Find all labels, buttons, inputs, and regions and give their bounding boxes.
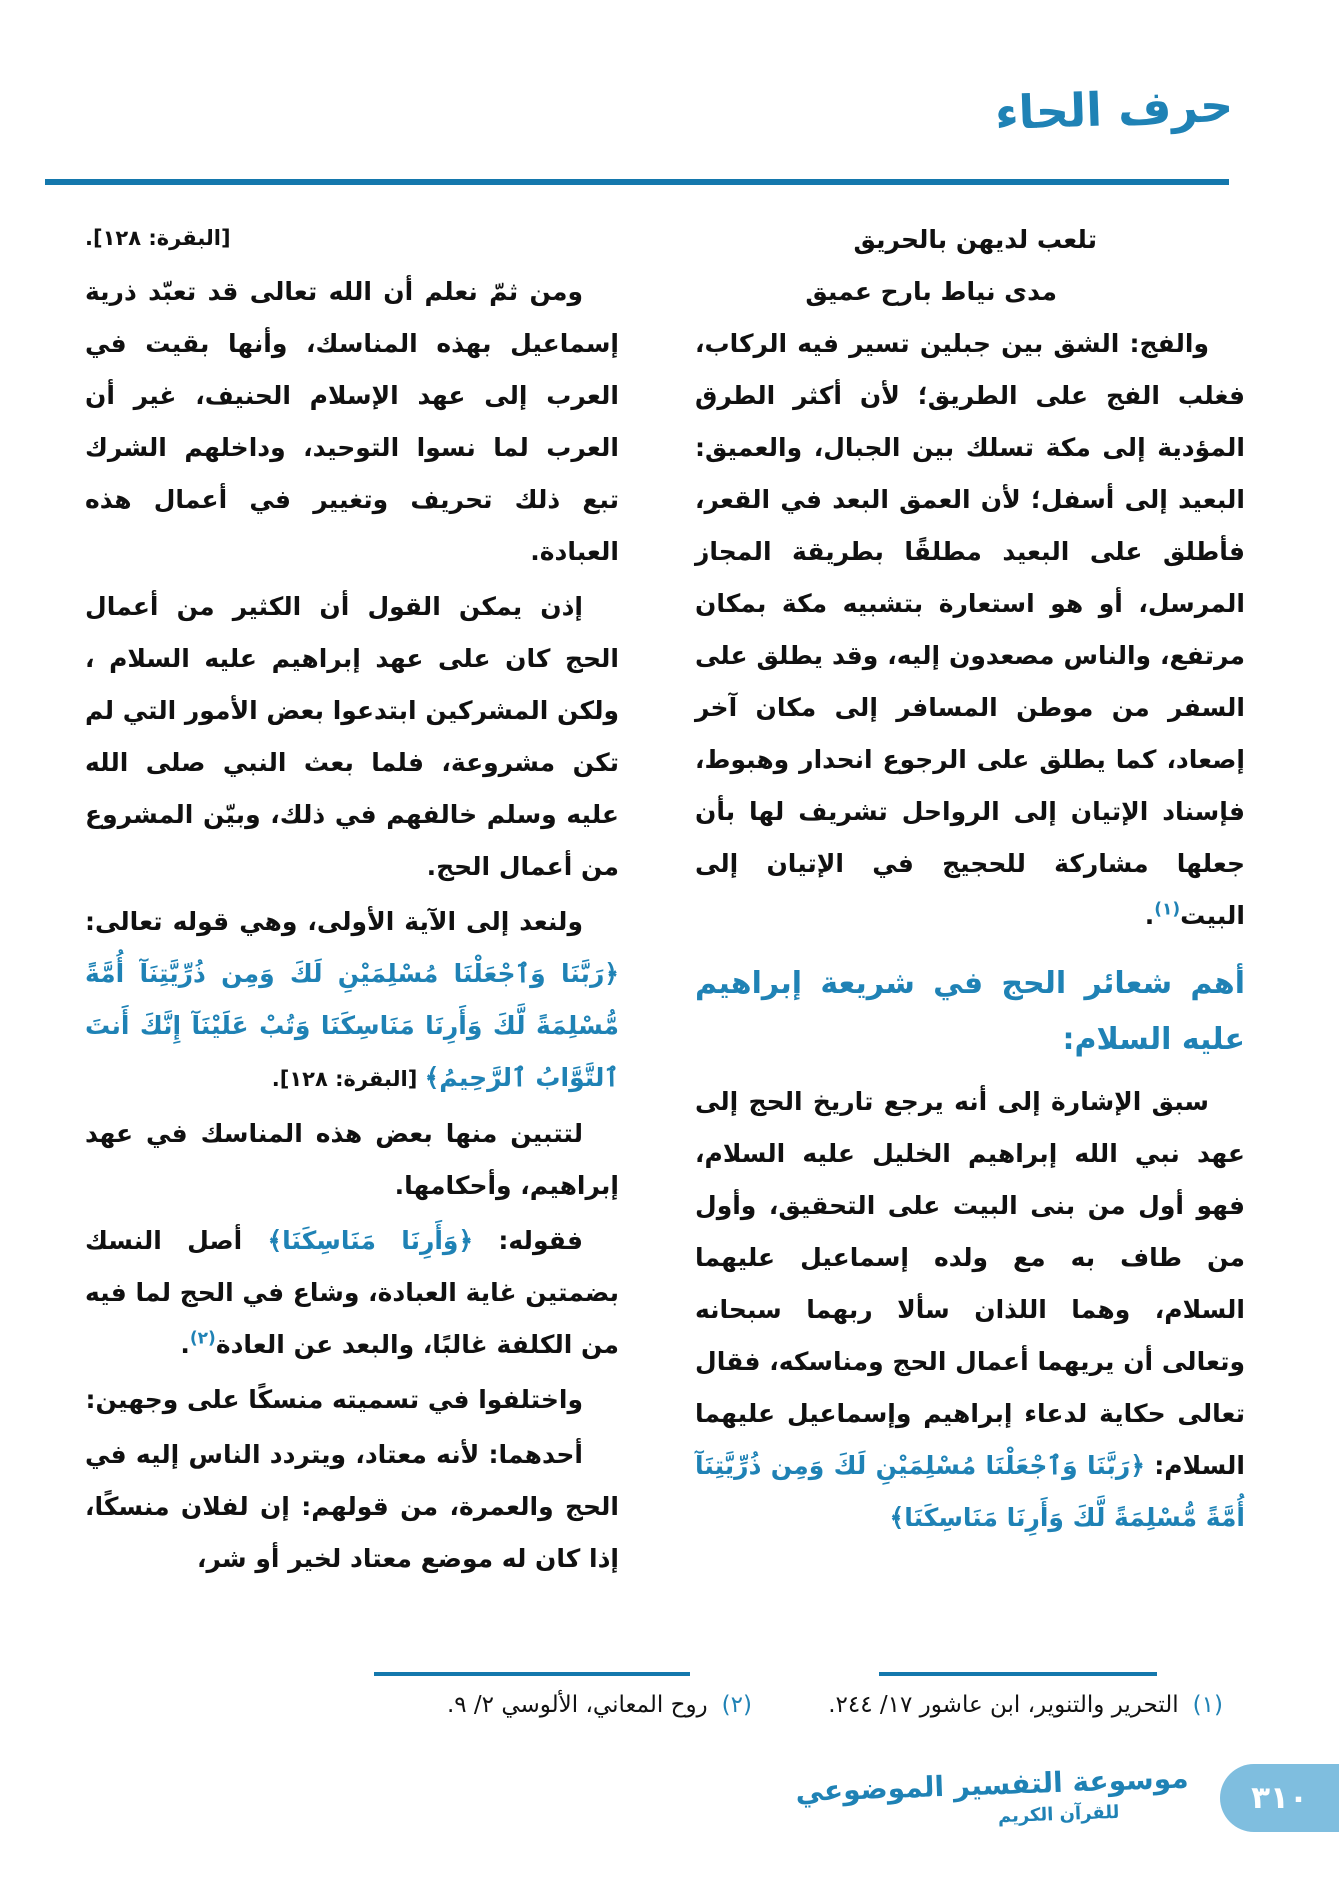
body-text: مدى نياط بارح عميق (805, 277, 1057, 306)
body-text: فقوله: (473, 1226, 583, 1255)
heading-line (695, 956, 1245, 1068)
body-text: واختلفوا في تسميته منسكًا على وجهين: (85, 1385, 583, 1414)
footnote-ref-marker: (١) (1154, 899, 1181, 920)
column-left (85, 214, 619, 1670)
para-line (85, 1108, 619, 1212)
para-line (695, 1076, 1245, 1544)
body-text: والفج: الشق بين جبلين تسير فيه الركاب، فغلب الفج على الطريق؛ لأن أكثر الطرق المؤدية إلى مكة تسلك بين الجبال، والعميق: البعيد إلى أسفل؛ لأن العمق البعد في القعر، فأطلق على البعيد مطلقًا بطريقة المجاز المرسل، أو هو استعارة بتشبيه مكة بمكان مرتفع، والناس مصعدون إليه، وقد يطلق على السفر من موطن المسافر إلى مكان آخر إصعاد، كما يطلق على الرجوع انحدار وهبوط، فإسناد الإتيان إلى الرواحل تشريف لها بأن جعلها مشاركة للحجيج في الإتيان إلى البيت (695, 329, 1245, 930)
body-text: أحدهما: لأنه معتاد، ويتردد الناس إليه في الحج والعمرة، من قولهم: إن لفلان منسكًا، إذا كان له موضع معتاد لخير أو شر، (85, 1440, 619, 1573)
para-line (85, 896, 619, 1105)
para-line (85, 266, 619, 578)
chapter-title-calligraphy: حرف الحاء (993, 77, 1234, 141)
footnote-separator (879, 1672, 1157, 1676)
header-rule (45, 179, 1229, 185)
para-line (85, 1215, 619, 1371)
footnote-text (753, 1688, 1223, 1722)
poetry-line (695, 266, 1245, 318)
body-text: أصل النسك بضمتين غاية العبادة، وشاع في الحج لما فيه من الكلفة غالبًا، والبعد عن العادة (85, 1226, 619, 1359)
footnote-marker: (١) (1192, 1692, 1223, 1718)
footnote-ref-marker: (٢) (189, 1328, 216, 1349)
para-line (85, 1374, 619, 1426)
logo-title: موسوعة التفسير الموضوعي (794, 1761, 1190, 1809)
footnote-separator (374, 1672, 690, 1676)
footnote-text (152, 1688, 752, 1722)
logo-subtitle: للقرآن الكريم (997, 1801, 1120, 1828)
footnote-marker: (٢) (721, 1692, 752, 1718)
quran-verse: ﴿وَأَرِنَا مَنَاسِكَنَا﴾ (267, 1226, 474, 1255)
body-text: سبق الإشارة إلى أنه يرجع تاريخ الحج إلى عهد نبي الله إبراهيم الخليل عليه السلام، فهو أول من بنى البيت على التحقيق، وأول من طاف به مع ولده إسماعيل عليهما السلام، وهما اللذان سألا ربهما سبحانه وتعالى أن يريهما أعمال الحج ومناسكه، فقال تعالى حكاية لدعاء إبراهيم وإسماعيل عليهما السلام: (695, 1087, 1245, 1480)
surah-citation: [البقرة: ١٢٨]. (85, 226, 231, 250)
body-text: . (1144, 901, 1155, 930)
footnote-right (753, 1672, 1223, 1722)
footnote-source: التحرير والتنوير، ابن عاشور ١٧/ ٢٤٤. (828, 1692, 1179, 1718)
refline-line (85, 214, 619, 262)
body-text: تلعب لديهن بالحريق (853, 225, 1097, 254)
body-text: ومن ثمّ نعلم أن الله تعالى قد تعبّد ذرية إسماعيل بهذه المناسك، وأنها بقيت في العرب إلى عهد الإسلام الحنيف، غير أن العرب لما نسوا التوحيد، وداخلهم الشرك تبع ذلك تحريف وتغيير في أعمال هذه العبادة. (85, 277, 619, 566)
body-text: أهم شعائر الحج في شريعة إبراهيم عليه السلام: (695, 966, 1245, 1057)
body-text: . (180, 1330, 190, 1359)
publisher-logo-calligraphy (794, 1759, 1190, 1832)
para-line (85, 581, 619, 893)
poetry-line (695, 214, 1245, 266)
column-right (695, 214, 1245, 1670)
quran-verse: ﴿رَبَّنَا وَٱجْعَلْنَا مُسْلِمَيْنِ لَكَ وَمِن ذُرِّيَّتِنَآ أُمَّةً مُّسْلِمَةً لَّكَ وَأَرِنَا مَنَاسِكَنَا﴾ (695, 1451, 1245, 1532)
page-number: ٣١٠ (1251, 1780, 1308, 1816)
body-text: إذن يمكن القول أن الكثير من أعمال الحج كان على عهد إبراهيم عليه السلام ، ولكن المشركين ابتدعوا بعض الأمور التي لم تكن مشروعة، فلما بعث النبي صلى الله عليه وسلم خالفهم في ذلك، وبيّن المشروع من أعمال الحج. (85, 592, 619, 881)
body-text: لتتبين منها بعض هذه المناسك في عهد إبراهيم، وأحكامها. (85, 1119, 619, 1200)
footnote-left (152, 1672, 752, 1722)
page-number-badge (1220, 1764, 1339, 1832)
text-columns (85, 214, 1245, 1670)
surah-citation: [البقرة: ١٢٨]. (271, 1067, 425, 1091)
quran-verse: ﴿رَبَّنَا وَٱجْعَلْنَا مُسْلِمَيْنِ لَكَ وَمِن ذُرِّيَّتِنَآ أُمَّةً مُّسْلِمَةً لَّكَ وَأَرِنَا مَنَاسِكَنَا وَتُبْ عَلَيْنَآ إِنَّكَ أَنتَ ٱلتَّوَّابُ ٱلرَّحِيمُ﴾ (85, 959, 619, 1092)
footnote-source: روح المعاني، الألوسي ٢/ ٩. (446, 1692, 708, 1718)
para-line (85, 1429, 619, 1585)
para-line (695, 318, 1245, 942)
body-text: ولنعد إلى الآية الأولى، وهي قوله تعالى: (85, 907, 583, 936)
